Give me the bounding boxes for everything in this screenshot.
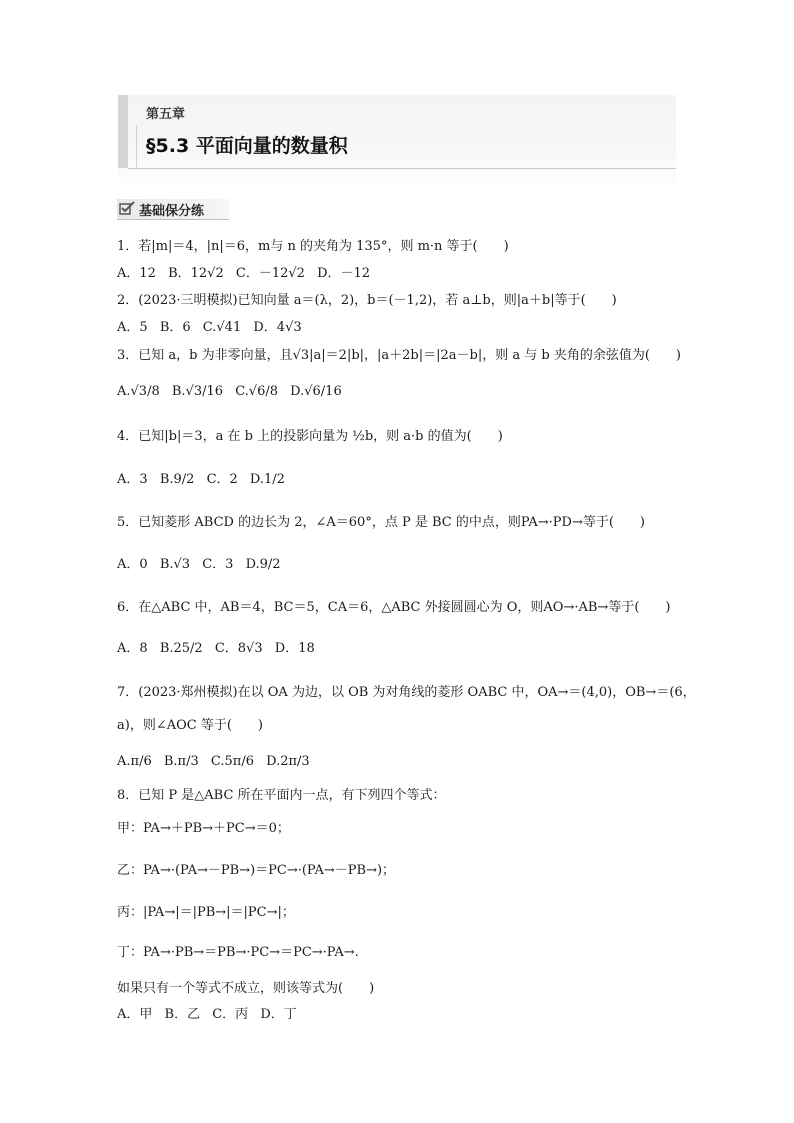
option-d: D．－12 — [317, 266, 371, 281]
option-c: C．3 — [202, 557, 234, 572]
option-c: C.5π/6 — [210, 754, 254, 769]
option-c: C．丙 — [212, 1007, 249, 1022]
option-c: C．8√3 — [214, 641, 263, 656]
question-5-options — [117, 556, 289, 574]
header-underline — [128, 168, 676, 169]
question-8-options — [117, 1006, 305, 1024]
statement-ding: 丁：PA→·PB→＝PB→·PC→＝PC→·PA→. — [117, 945, 359, 960]
question-5-stem: 5．已知菱形 ABCD 的边长为 2，∠A＝60°，点 P 是 BC 的中点，则PA→·PD→等于( ) — [117, 515, 646, 530]
option-b: B．乙 — [164, 1007, 201, 1022]
question-2-stem: 2．(2023·三明模拟)已知向量 a＝(λ，2)，b＝(－1,2)，若 a⊥b，则|a＋b|等于( ) — [117, 293, 617, 308]
question-3-options — [117, 383, 350, 401]
statement-yi: 乙：PA→·(PA→－PB→)＝PC→·(PA→－PB→)； — [117, 863, 396, 878]
checkbox-icon — [119, 201, 135, 215]
chapter-label: 第五章 — [146, 107, 186, 122]
option-d: D．18 — [274, 641, 315, 656]
option-a: A．12 — [117, 266, 156, 281]
question-8-prompt: 如果只有一个等式不成立，则该等式为( ) — [117, 981, 375, 996]
option-a: A．3 — [117, 472, 148, 487]
option-b: B.√3 — [159, 557, 191, 572]
option-c: C．－12√2 — [235, 266, 305, 281]
option-a: A．甲 — [117, 1007, 153, 1022]
option-b: B．12√2 — [168, 266, 224, 281]
option-a: A．8 — [117, 641, 148, 656]
question-7-stem-cont: a)，则∠AOC 等于( ) — [117, 718, 263, 733]
option-c: C．2 — [206, 472, 238, 487]
option-d: D.√6/16 — [290, 384, 342, 399]
option-c: C.√41 — [202, 320, 242, 335]
section-badge — [117, 199, 229, 220]
header-divider — [136, 125, 137, 168]
statement-bing: 丙：|PA→|＝|PB→|＝|PC→|； — [117, 905, 295, 920]
option-a: A.√3/8 — [117, 384, 160, 399]
option-b: B.√3/16 — [171, 384, 224, 399]
question-8-stem: 8．已知 P 是△ABC 所在平面内一点，有下列四个等式： — [117, 788, 446, 803]
question-2-options — [117, 319, 310, 337]
header-accent-bar — [118, 95, 128, 168]
question-6-options — [117, 640, 323, 658]
option-d: D.1/2 — [249, 472, 285, 487]
option-a: A.π/6 — [117, 754, 152, 769]
option-d: D.9/2 — [245, 557, 281, 572]
question-1-stem: 1．若|m|＝4，|n|＝6，m与 n 的夹角为 135°，则 m·n 等于( ) — [117, 239, 509, 254]
page-title: §5.3 平面向量的数量积 — [146, 135, 348, 157]
option-b: B.π/3 — [163, 754, 199, 769]
badge-label: 基础保分练 — [139, 204, 205, 219]
question-4-options — [117, 471, 293, 489]
question-7-options — [117, 753, 318, 771]
question-3-stem: 3．已知 a，b 为非零向量，且√3|a|＝2|b|，|a＋2b|＝|2a－b|，则 a 与 b 夹角的余弦值为( ) — [117, 348, 681, 363]
question-1-options — [117, 265, 378, 283]
option-d: D．4√3 — [253, 320, 302, 335]
option-c: C.√6/8 — [235, 384, 279, 399]
option-a: A．0 — [117, 557, 148, 572]
option-d: D.2π/3 — [266, 754, 310, 769]
option-a: A．5 — [117, 320, 148, 335]
option-b: B．6 — [159, 320, 191, 335]
question-6-stem: 6．在△ABC 中，AB＝4，BC＝5，CA＝6，△ABC 外接圆圆心为 O，则AO→·AB→等于( ) — [117, 600, 671, 615]
option-d: D．丁 — [260, 1007, 297, 1022]
statement-jia: 甲：PA→＋PB→＋PC→＝0； — [117, 821, 290, 836]
option-b: B.9/2 — [159, 472, 195, 487]
question-4-stem: 4．已知|b|＝3，a 在 b 上的投影向量为 ½b，则 a·b 的值为( ) — [117, 429, 503, 444]
question-7-stem: 7．(2023·郑州模拟)在以 OA 为边，以 OB 为对角线的菱形 OABC 中，OA→＝(4,0)，OB→＝(6， — [117, 685, 696, 700]
option-b: B.25/2 — [159, 641, 203, 656]
